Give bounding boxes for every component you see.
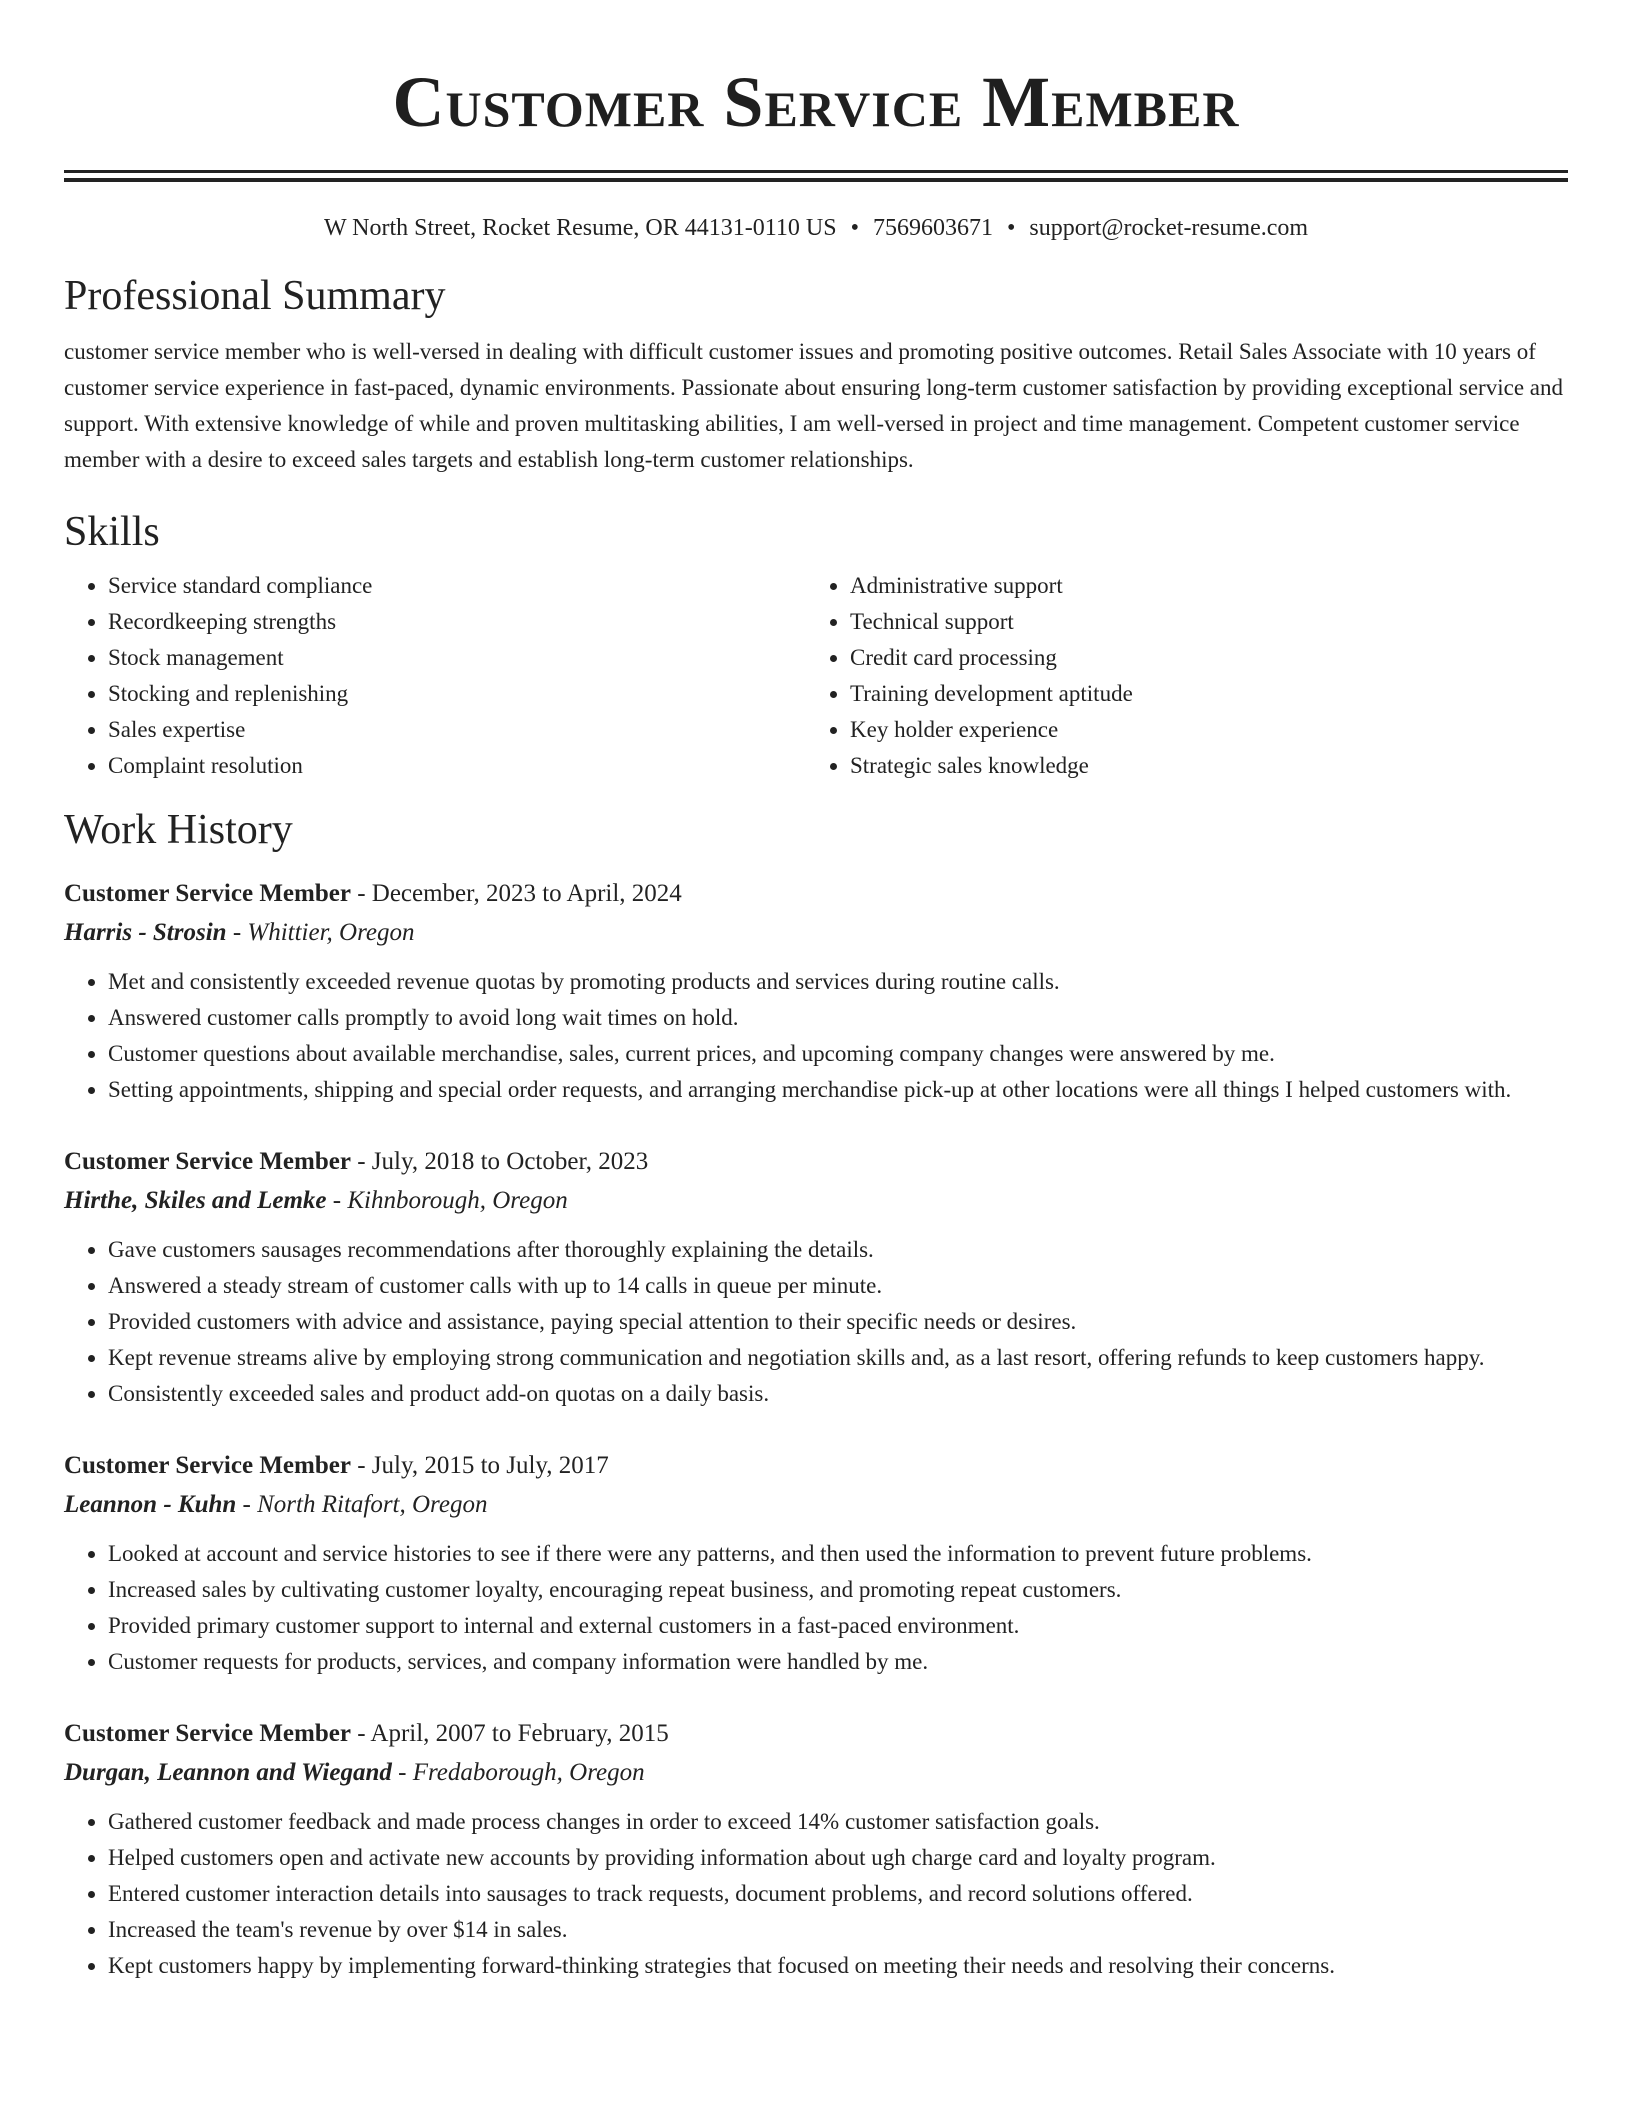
company-name: Hirthe, Skiles and Lemke	[64, 1187, 327, 1214]
skill-item: • Credit card processing	[850, 640, 1548, 676]
job-entry	[64, 874, 1568, 1108]
skill-item: • Sales expertise	[108, 712, 806, 748]
resume-page	[64, 0, 1568, 1984]
resume-name: Customer Service Member	[392, 62, 1240, 142]
job-header	[64, 1446, 1568, 1486]
duty-item: • Met and consistently exceeded revenue quotas by promoting products and services during routine calls.	[108, 964, 1568, 1000]
company-location: - Fredaborough, Oregon	[391, 1759, 645, 1786]
contact-line	[64, 212, 1568, 244]
summary-heading: Professional Summary	[64, 273, 446, 319]
skill-item: • Technical support	[850, 604, 1548, 640]
job-employer	[64, 1486, 1568, 1524]
contact-phone: 7569603671	[872, 215, 993, 241]
company-name: Harris - Strosin	[64, 919, 227, 946]
duty-item: • Helped customers open and activate new accounts by providing information about ugh charge card and loyalty program.	[108, 1840, 1568, 1876]
skills-column-left	[64, 568, 806, 784]
skill-item: • Key holder experience	[850, 712, 1548, 748]
duty-item: • Increased the team's revenue by over $14 in sales.	[108, 1912, 1568, 1948]
skill-item: • Service standard compliance	[108, 568, 806, 604]
job-title: Customer Service Member	[64, 1452, 351, 1479]
contact-separator: •	[850, 215, 859, 241]
contact-separator: •	[1006, 215, 1016, 241]
duty-item: • Gathered customer feedback and made process changes in order to exceed 14% customer satisfaction goals.	[108, 1804, 1568, 1840]
job-entry	[64, 1714, 1568, 1984]
duty-item: • Provided primary customer support to internal and external customers in a fast-paced environment.	[108, 1608, 1568, 1644]
company-location: - North Ritafort, Oregon	[236, 1491, 488, 1518]
duty-item: • Entered customer interaction details into sausages to track requests, document problems, and record solutions offered.	[108, 1876, 1568, 1912]
job-dates: - December, 2023 to April, 2024	[350, 880, 682, 907]
duty-item: • Looked at account and service histories to see if there were any patterns, and then used the information to prevent future problems.	[108, 1536, 1568, 1572]
job-title: Customer Service Member	[64, 1720, 351, 1747]
contact-address: W North Street, Rocket Resume, OR 44131-0110 US	[323, 215, 837, 241]
skill-item: • Training development aptitude	[850, 676, 1548, 712]
duty-item: • Gave customers sausages recommendations after thoroughly explaining the details.	[108, 1232, 1568, 1268]
company-name: Leannon - Kuhn	[64, 1491, 237, 1518]
skill-item: • Stocking and replenishing	[108, 676, 806, 712]
skill-item: • Recordkeeping strengths	[108, 604, 806, 640]
job-title: Customer Service Member	[64, 880, 351, 907]
job-duties	[64, 1536, 1568, 1680]
duty-item: • Kept revenue streams alive by employing strong communication and negotiation skills and, as a last resort, offering refunds to keep customers happy.	[108, 1340, 1568, 1376]
job-duties	[64, 1232, 1568, 1412]
company-location: - Whittier, Oregon	[226, 919, 415, 946]
summary-text: customer service member who is well-versed in dealing with difficult customer issues and promoting positive outcomes. Retail Sales Associate with 10 years of customer service experience in fast-paced, dynamic environments. Passionate about ensuring long-term customer satisfaction by providing exceptional service and support. With extensive knowledge of while and proven multitasking abilities, I am well-versed in project and time management. Competent customer service member with a desire to exceed sales targets and establish long-term customer relationships.	[64, 339, 1563, 472]
contact-email: support@rocket-resume.com	[1029, 215, 1309, 241]
job-entry	[64, 1446, 1568, 1680]
duty-item: • Kept customers happy by implementing forward-thinking strategies that focused on meeting their needs and resolving their concerns.	[108, 1948, 1568, 1984]
job-duties	[64, 964, 1568, 1108]
job-entry	[64, 1142, 1568, 1412]
job-dates: - July, 2018 to October, 2023	[350, 1148, 649, 1175]
work-history-heading: Work History	[64, 807, 293, 853]
job-duties	[64, 1804, 1568, 1984]
duty-item: • Answered a steady stream of customer calls with up to 14 calls in queue per minute.	[108, 1268, 1568, 1304]
job-employer	[64, 914, 1568, 952]
skill-item: • Complaint resolution	[108, 748, 806, 784]
company-location: - Kihnborough, Oregon	[326, 1187, 568, 1214]
header-divider	[64, 170, 1568, 182]
job-header	[64, 1142, 1568, 1182]
duty-item: • Answered customer calls promptly to avoid long wait times on hold.	[108, 1000, 1568, 1036]
company-name: Durgan, Leannon and Wiegand	[64, 1759, 392, 1786]
duty-item: • Provided customers with advice and assistance, paying special attention to their specific needs or desires.	[108, 1304, 1568, 1340]
skills-column-right	[806, 568, 1548, 784]
skill-item: • Stock management	[108, 640, 806, 676]
job-header	[64, 874, 1568, 914]
skill-item: • Administrative support	[850, 568, 1548, 604]
skill-item: • Strategic sales knowledge	[850, 748, 1548, 784]
duty-item: • Setting appointments, shipping and special order requests, and arranging merchandise pick-up at other locations were all things I helped customers with.	[108, 1072, 1568, 1108]
duty-item: • Customer requests for products, services, and company information were handled by me.	[108, 1644, 1568, 1680]
skills-heading: Skills	[64, 509, 160, 555]
job-title: Customer Service Member	[64, 1148, 351, 1175]
job-header	[64, 1714, 1568, 1754]
job-dates: - July, 2015 to July, 2017	[350, 1452, 609, 1479]
skills-list	[64, 568, 1568, 784]
duty-item: • Increased sales by cultivating customer loyalty, encouraging repeat business, and promoting repeat customers.	[108, 1572, 1568, 1608]
job-employer	[64, 1182, 1568, 1220]
duty-item: • Consistently exceeded sales and product add-on quotas on a daily basis.	[108, 1376, 1568, 1412]
job-dates: - April, 2007 to February, 2015	[350, 1720, 669, 1747]
duty-item: • Customer questions about available merchandise, sales, current prices, and upcoming company changes were answered by me.	[108, 1036, 1568, 1072]
job-employer	[64, 1754, 1568, 1792]
